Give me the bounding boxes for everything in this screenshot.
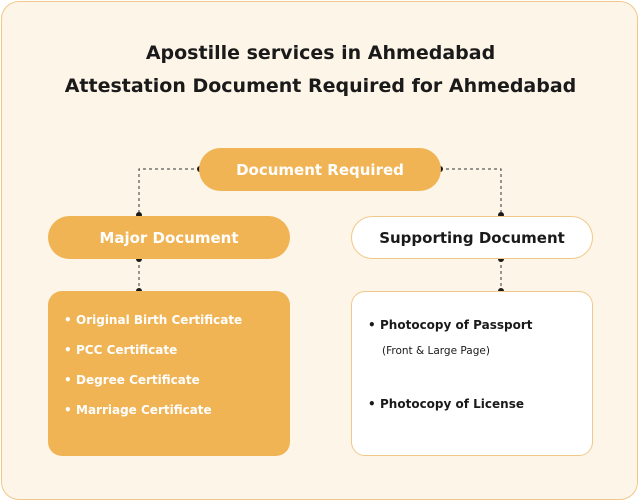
major-document-list <box>48 291 290 456</box>
list-item: • Original Birth Certificate <box>64 313 243 327</box>
title-line-2: Attestation Document Required for Ahmedabad <box>64 75 577 97</box>
supporting-document-list <box>351 291 593 456</box>
root-node-label: Document Required <box>236 160 404 179</box>
major-document-label: Major Document <box>99 228 239 247</box>
list-item: • PCC Certificate <box>64 343 178 357</box>
supporting-document-label: Supporting Document <box>379 228 565 247</box>
supporting-document-node <box>351 216 593 259</box>
list-item: • Degree Certificate <box>64 373 200 387</box>
connector-root-to-major <box>139 169 200 215</box>
list-item-note: (Front & Large Page) <box>382 345 490 357</box>
root-node <box>199 148 441 191</box>
major-document-node <box>48 216 290 259</box>
title-line-1: Apostille services in Ahmedabad <box>145 42 496 64</box>
list-item: • Photocopy of Passport <box>368 318 533 332</box>
list-item: • Photocopy of License <box>368 397 524 411</box>
connector-root-to-supporting <box>440 169 501 215</box>
list-item: • Marriage Certificate <box>64 403 212 417</box>
